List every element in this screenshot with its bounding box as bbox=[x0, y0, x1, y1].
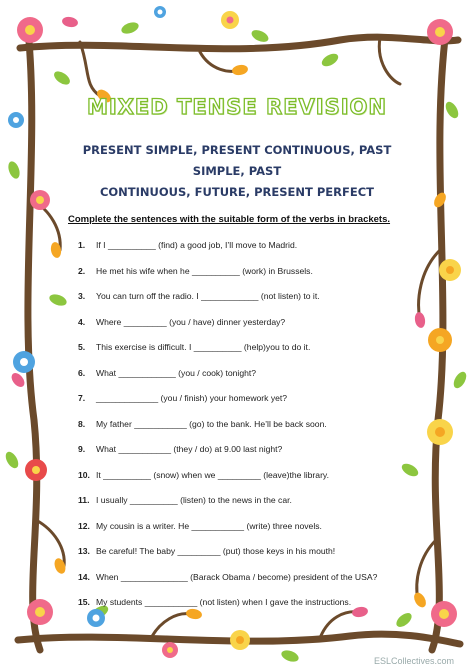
top-branch bbox=[20, 37, 458, 49]
subtitle-line-1: PRESENT SIMPLE, PRESENT CONTINUOUS, PAST SIMPLE, PAST bbox=[82, 143, 392, 178]
question-text: I usually __________ (listen) to the news in the car. bbox=[96, 495, 292, 505]
question-number: 14. bbox=[78, 572, 90, 582]
question-text: You can turn off the radio. I ____________ (not listen) to it. bbox=[96, 291, 320, 301]
question-number: 13. bbox=[78, 546, 90, 556]
question-number: 5. bbox=[78, 342, 86, 352]
question-item bbox=[78, 470, 329, 480]
question-item bbox=[78, 393, 287, 403]
question-item bbox=[78, 495, 292, 505]
question-item bbox=[78, 368, 256, 378]
question-text: _____________ (you / finish) your homework yet? bbox=[96, 393, 288, 403]
question-item bbox=[78, 419, 327, 429]
question-text: He met his wife when he __________ (work) in Brussels. bbox=[96, 266, 313, 276]
question-item bbox=[78, 597, 351, 607]
question-text: It __________ (snow) when we _________ (leave)the library. bbox=[96, 470, 329, 480]
question-number: 8. bbox=[78, 419, 86, 429]
flower-top-left bbox=[17, 17, 43, 43]
question-item bbox=[78, 291, 320, 301]
question-text: Be careful! The baby _________ (put) those keys in his mouth! bbox=[96, 546, 336, 556]
question-number: 11. bbox=[78, 495, 90, 505]
question-number: 10. bbox=[78, 470, 90, 480]
question-number: 9. bbox=[78, 444, 86, 454]
question-text: When ______________ (Barack Obama / become) president of the USA? bbox=[96, 572, 378, 582]
question-item bbox=[78, 546, 335, 556]
question-item bbox=[78, 342, 310, 352]
flower-top-right bbox=[427, 19, 453, 45]
subtitle-line-2: CONTINUOUS, FUTURE, PRESENT PERFECT bbox=[99, 185, 375, 199]
left-branch bbox=[28, 30, 40, 650]
watermark: ESLCollectives.com bbox=[373, 656, 454, 666]
question-text: My cousin is a writer. He ___________ (write) three novels. bbox=[96, 521, 322, 531]
question-number: 3. bbox=[78, 291, 86, 301]
question-number: 2. bbox=[78, 266, 86, 276]
question-number: 4. bbox=[78, 317, 86, 327]
question-item bbox=[78, 444, 282, 454]
subtitle bbox=[60, 140, 414, 203]
question-text: My students ___________ (not listen) when I gave the instructions. bbox=[96, 597, 352, 607]
question-number: 12. bbox=[78, 521, 90, 531]
question-item bbox=[78, 317, 285, 327]
question-number: 6. bbox=[78, 368, 86, 378]
question-item bbox=[78, 572, 377, 582]
question-text: Where _________ (you / have) dinner yesterday? bbox=[96, 317, 286, 327]
question-item bbox=[78, 240, 297, 250]
question-text: What ____________ (you / cook) tonight? bbox=[96, 368, 257, 378]
instructions: Complete the sentences with the suitable form of the verbs in brackets. bbox=[68, 214, 391, 225]
question-text: If I __________ (find) a good job, I’ll move to Madrid. bbox=[96, 240, 298, 250]
page-title: MIXED TENSE REVISION bbox=[87, 95, 387, 119]
question-number: 15. bbox=[78, 597, 90, 607]
question-item bbox=[78, 266, 313, 276]
question-text: What ___________ (they / do) at 9.00 last night? bbox=[96, 444, 283, 454]
question-item bbox=[78, 521, 322, 531]
question-number: 1. bbox=[78, 240, 86, 250]
question-text: My father ___________ (go) to the bank. He’ll be back soon. bbox=[96, 419, 327, 429]
question-number: 7. bbox=[78, 393, 86, 403]
question-text: This exercise is difficult. I __________ (help)you to do it. bbox=[96, 342, 311, 352]
